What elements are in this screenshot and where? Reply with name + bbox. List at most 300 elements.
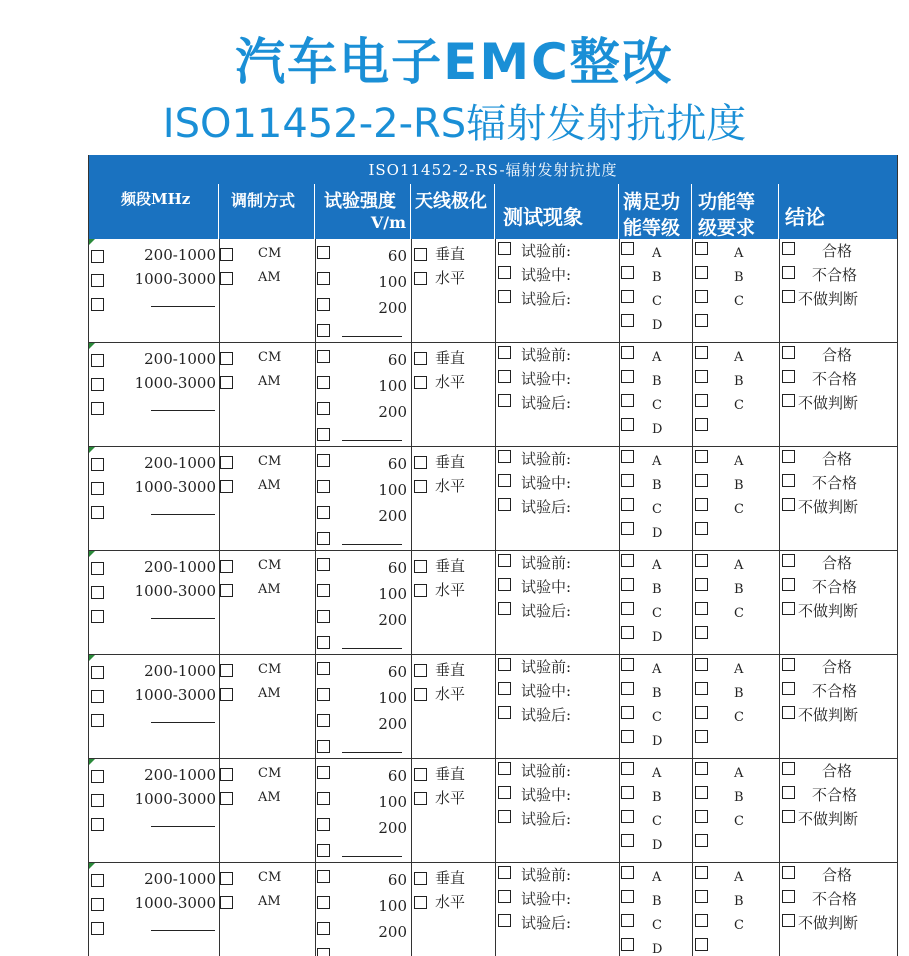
- band-custom-blank: [151, 306, 215, 307]
- grade-required-option: A: [734, 662, 744, 677]
- strength-checkbox[interactable]: [317, 922, 330, 935]
- phenomenon-checkbox[interactable]: [498, 554, 511, 567]
- phenomenon-label: 试验前:: [521, 866, 572, 884]
- strength-checkbox[interactable]: [317, 454, 330, 467]
- band-checkbox[interactable]: [91, 506, 104, 519]
- grade-met-checkbox[interactable]: [621, 498, 634, 511]
- modulation-option: AM: [258, 270, 281, 285]
- conclusion-checkbox[interactable]: [782, 786, 795, 799]
- strength-option: 100: [378, 481, 407, 499]
- grade-met-checkbox[interactable]: [621, 730, 634, 743]
- polarization-checkbox[interactable]: [414, 480, 427, 493]
- polarization-checkbox[interactable]: [414, 664, 427, 677]
- modulation-checkbox[interactable]: [220, 248, 233, 261]
- strength-custom-blank: [342, 336, 402, 337]
- phenomenon-checkbox[interactable]: [498, 394, 511, 407]
- grade-met-option: A: [652, 870, 662, 885]
- grade-required-option: B: [734, 374, 744, 389]
- polarization-checkbox[interactable]: [414, 584, 427, 597]
- polarization-option: 垂直: [435, 557, 466, 575]
- band-custom-blank: [151, 930, 215, 931]
- polarization-checkbox[interactable]: [414, 688, 427, 701]
- band-checkbox[interactable]: [91, 378, 104, 391]
- table-row: [89, 551, 897, 655]
- header-grade-met-line2: 能等级: [623, 217, 681, 239]
- conclusion-checkbox[interactable]: [782, 578, 795, 591]
- grade-met-checkbox[interactable]: [621, 474, 634, 487]
- phenomenon-checkbox[interactable]: [498, 290, 511, 303]
- grade-met-checkbox[interactable]: [621, 834, 634, 847]
- conclusion-option: 不做判断: [798, 706, 859, 724]
- band-checkbox[interactable]: [91, 298, 104, 311]
- phenomenon-checkbox[interactable]: [498, 242, 511, 255]
- conclusion-checkbox[interactable]: [782, 866, 795, 879]
- conclusion-checkbox[interactable]: [782, 242, 795, 255]
- grade-required-checkbox[interactable]: [695, 762, 708, 775]
- grade-met-checkbox[interactable]: [621, 602, 634, 615]
- phenomenon-label: 试验中:: [521, 682, 572, 700]
- strength-checkbox[interactable]: [317, 714, 330, 727]
- grade-met-checkbox[interactable]: [621, 938, 634, 951]
- header-band: [89, 184, 219, 239]
- grade-required-checkbox[interactable]: [695, 394, 708, 407]
- grade-required-option: B: [734, 270, 744, 285]
- strength-option: 60: [387, 351, 407, 369]
- strength-checkbox[interactable]: [317, 428, 330, 441]
- conclusion-checkbox[interactable]: [782, 914, 795, 927]
- band-checkbox[interactable]: [91, 458, 104, 471]
- conclusion-option: 不合格: [812, 266, 858, 284]
- grade-required-checkbox[interactable]: [695, 314, 708, 327]
- conclusion-checkbox[interactable]: [782, 498, 795, 511]
- conclusion-option: 合格: [822, 658, 853, 676]
- strength-custom-blank: [342, 648, 402, 649]
- strength-checkbox[interactable]: [317, 324, 330, 337]
- polarization-checkbox[interactable]: [414, 272, 427, 285]
- conclusion-option: 不合格: [812, 474, 858, 492]
- grade-required-checkbox[interactable]: [695, 626, 708, 639]
- grade-required-checkbox[interactable]: [695, 346, 708, 359]
- conclusion-checkbox[interactable]: [782, 346, 795, 359]
- phenomenon-label: 试验前:: [521, 762, 572, 780]
- grade-required-checkbox[interactable]: [695, 290, 708, 303]
- strength-checkbox[interactable]: [317, 948, 330, 956]
- grade-required-option: B: [734, 686, 744, 701]
- strength-checkbox[interactable]: [317, 272, 330, 285]
- grade-required-checkbox[interactable]: [695, 370, 708, 383]
- band-checkbox[interactable]: [91, 274, 104, 287]
- band-custom-blank: [151, 826, 215, 827]
- modulation-checkbox[interactable]: [220, 480, 233, 493]
- strength-checkbox[interactable]: [317, 246, 330, 259]
- modulation-checkbox[interactable]: [220, 376, 233, 389]
- band-checkbox[interactable]: [91, 818, 104, 831]
- conclusion-option: 不合格: [812, 370, 858, 388]
- grade-met-option: A: [652, 454, 662, 469]
- grade-required-option: A: [734, 558, 744, 573]
- polarization-option: 水平: [435, 581, 466, 599]
- grade-required-checkbox[interactable]: [695, 554, 708, 567]
- grade-required-checkbox[interactable]: [695, 474, 708, 487]
- grade-required-checkbox[interactable]: [695, 266, 708, 279]
- strength-checkbox[interactable]: [317, 584, 330, 597]
- strength-checkbox[interactable]: [317, 610, 330, 623]
- polarization-checkbox[interactable]: [414, 560, 427, 573]
- grade-met-checkbox[interactable]: [621, 810, 634, 823]
- cell-marker: [89, 551, 95, 557]
- strength-custom-blank: [342, 752, 402, 753]
- band-option: 1000-3000: [134, 270, 216, 288]
- modulation-checkbox[interactable]: [220, 688, 233, 701]
- band-checkbox[interactable]: [91, 482, 104, 495]
- phenomenon-checkbox[interactable]: [498, 346, 511, 359]
- conclusion-checkbox[interactable]: [782, 762, 795, 775]
- phenomenon-checkbox[interactable]: [498, 866, 511, 879]
- strength-option: 60: [387, 663, 407, 681]
- grade-required-checkbox[interactable]: [695, 418, 708, 431]
- band-checkbox[interactable]: [91, 354, 104, 367]
- grade-met-checkbox[interactable]: [621, 290, 634, 303]
- conclusion-option: 不做判断: [798, 810, 859, 828]
- conclusion-checkbox[interactable]: [782, 602, 795, 615]
- grade-required-checkbox[interactable]: [695, 810, 708, 823]
- strength-checkbox[interactable]: [317, 688, 330, 701]
- grade-met-checkbox[interactable]: [621, 786, 634, 799]
- grade-met-checkbox[interactable]: [621, 658, 634, 671]
- grade-required-option: C: [734, 710, 744, 725]
- polarization-checkbox[interactable]: [414, 896, 427, 909]
- strength-option: 200: [378, 923, 407, 941]
- polarization-checkbox[interactable]: [414, 352, 427, 365]
- conclusion-option: 合格: [822, 346, 853, 364]
- grade-met-checkbox[interactable]: [621, 578, 634, 591]
- modulation-option: AM: [258, 894, 281, 909]
- table-body: [89, 239, 897, 956]
- strength-checkbox[interactable]: [317, 350, 330, 363]
- grade-met-option: C: [652, 710, 662, 725]
- grade-met-checkbox[interactable]: [621, 346, 634, 359]
- strength-checkbox[interactable]: [317, 766, 330, 779]
- band-custom-blank: [151, 722, 215, 723]
- band-checkbox[interactable]: [91, 922, 104, 935]
- grade-required-checkbox[interactable]: [695, 938, 708, 951]
- modulation-checkbox[interactable]: [220, 896, 233, 909]
- polarization-checkbox[interactable]: [414, 792, 427, 805]
- phenomenon-label: 试验中:: [521, 786, 572, 804]
- header-grade-required-line2: 级要求: [698, 217, 756, 239]
- header-grade-required-line1: 功能等: [698, 191, 756, 213]
- grade-met-checkbox[interactable]: [621, 450, 634, 463]
- phenomenon-checkbox[interactable]: [498, 762, 511, 775]
- strength-checkbox[interactable]: [317, 376, 330, 389]
- grade-required-checkbox[interactable]: [695, 866, 708, 879]
- phenomenon-checkbox[interactable]: [498, 658, 511, 671]
- conclusion-checkbox[interactable]: [782, 554, 795, 567]
- grade-met-option: D: [652, 942, 663, 956]
- grade-required-checkbox[interactable]: [695, 706, 708, 719]
- grade-required-checkbox[interactable]: [695, 730, 708, 743]
- strength-checkbox[interactable]: [317, 532, 330, 545]
- band-checkbox[interactable]: [91, 898, 104, 911]
- conclusion-checkbox[interactable]: [782, 370, 795, 383]
- conclusion-checkbox[interactable]: [782, 682, 795, 695]
- modulation-checkbox[interactable]: [220, 872, 233, 885]
- grade-met-option: B: [652, 894, 662, 909]
- grade-required-option: C: [734, 294, 744, 309]
- polarization-option: 垂直: [435, 453, 466, 471]
- strength-checkbox[interactable]: [317, 844, 330, 857]
- strength-checkbox[interactable]: [317, 740, 330, 753]
- grade-met-checkbox[interactable]: [621, 890, 634, 903]
- band-checkbox[interactable]: [91, 402, 104, 415]
- grade-required-option: C: [734, 918, 744, 933]
- modulation-option: CM: [258, 870, 282, 885]
- grade-required-option: C: [734, 502, 744, 517]
- table-row: [89, 343, 897, 447]
- phenomenon-label: 试验前:: [521, 346, 572, 364]
- grade-required-checkbox[interactable]: [695, 682, 708, 695]
- modulation-option: CM: [258, 350, 282, 365]
- phenomenon-label: 试验前:: [521, 450, 572, 468]
- grade-met-checkbox[interactable]: [621, 418, 634, 431]
- polarization-option: 垂直: [435, 349, 466, 367]
- polarization-option: 水平: [435, 269, 466, 287]
- grade-met-option: D: [652, 526, 663, 541]
- header-band-label: 频段MHz: [121, 190, 191, 208]
- band-checkbox[interactable]: [91, 666, 104, 679]
- phenomenon-checkbox[interactable]: [498, 682, 511, 695]
- band-custom-blank: [151, 410, 215, 411]
- band-checkbox[interactable]: [91, 690, 104, 703]
- grade-met-checkbox[interactable]: [621, 394, 634, 407]
- strength-checkbox[interactable]: [317, 298, 330, 311]
- grade-required-checkbox[interactable]: [695, 890, 708, 903]
- strength-option: 100: [378, 377, 407, 395]
- table-row: [89, 447, 897, 551]
- phenomenon-checkbox[interactable]: [498, 810, 511, 823]
- grade-met-checkbox[interactable]: [621, 914, 634, 927]
- table-row: [89, 239, 897, 343]
- grade-met-option: C: [652, 606, 662, 621]
- strength-checkbox[interactable]: [317, 480, 330, 493]
- phenomenon-label: 试验前:: [521, 554, 572, 572]
- modulation-checkbox[interactable]: [220, 352, 233, 365]
- phenomenon-checkbox[interactable]: [498, 498, 511, 511]
- phenomenon-checkbox[interactable]: [498, 578, 511, 591]
- modulation-checkbox[interactable]: [220, 792, 233, 805]
- band-option: 1000-3000: [134, 790, 216, 808]
- polarization-option: 垂直: [435, 661, 466, 679]
- grade-met-checkbox[interactable]: [621, 706, 634, 719]
- polarization-checkbox[interactable]: [414, 768, 427, 781]
- conclusion-checkbox[interactable]: [782, 290, 795, 303]
- polarization-checkbox[interactable]: [414, 376, 427, 389]
- conclusion-checkbox[interactable]: [782, 450, 795, 463]
- phenomenon-checkbox[interactable]: [498, 914, 511, 927]
- strength-option: 60: [387, 871, 407, 889]
- phenomenon-label: 试验前:: [521, 242, 572, 260]
- strength-option: 200: [378, 299, 407, 317]
- modulation-option: AM: [258, 686, 281, 701]
- phenomenon-checkbox[interactable]: [498, 706, 511, 719]
- grade-required-option: A: [734, 454, 744, 469]
- grade-required-option: B: [734, 894, 744, 909]
- band-checkbox[interactable]: [91, 562, 104, 575]
- strength-option: 200: [378, 507, 407, 525]
- strength-option: 100: [378, 689, 407, 707]
- conclusion-option: 不做判断: [798, 290, 859, 308]
- header-strength-unit: V/m: [370, 213, 406, 232]
- grade-required-checkbox[interactable]: [695, 786, 708, 799]
- phenomenon-label: 试验后:: [521, 394, 572, 412]
- grade-met-option: D: [652, 838, 663, 853]
- band-checkbox[interactable]: [91, 586, 104, 599]
- grade-required-checkbox[interactable]: [695, 450, 708, 463]
- phenomenon-checkbox[interactable]: [498, 266, 511, 279]
- conclusion-checkbox[interactable]: [782, 890, 795, 903]
- grade-required-checkbox[interactable]: [695, 578, 708, 591]
- strength-checkbox[interactable]: [317, 870, 330, 883]
- strength-checkbox[interactable]: [317, 896, 330, 909]
- grade-met-checkbox[interactable]: [621, 522, 634, 535]
- band-option: 200-1000: [144, 766, 216, 784]
- modulation-checkbox[interactable]: [220, 456, 233, 469]
- strength-option: 60: [387, 767, 407, 785]
- band-option: 200-1000: [144, 558, 216, 576]
- page-title: 汽车电子EMC整改: [235, 33, 674, 91]
- polarization-checkbox[interactable]: [414, 872, 427, 885]
- conclusion-checkbox[interactable]: [782, 810, 795, 823]
- band-option: 1000-3000: [134, 478, 216, 496]
- modulation-checkbox[interactable]: [220, 768, 233, 781]
- band-checkbox[interactable]: [91, 770, 104, 783]
- strength-checkbox[interactable]: [317, 662, 330, 675]
- modulation-option: AM: [258, 582, 281, 597]
- grade-met-checkbox[interactable]: [621, 626, 634, 639]
- grade-required-option: C: [734, 814, 744, 829]
- conclusion-option: 不做判断: [798, 602, 859, 620]
- conclusion-option: 不合格: [812, 578, 858, 596]
- grade-met-option: C: [652, 398, 662, 413]
- band-option: 1000-3000: [134, 894, 216, 912]
- phenomenon-label: 试验后:: [521, 706, 572, 724]
- conclusion-option: 不合格: [812, 682, 858, 700]
- grade-required-option: C: [734, 398, 744, 413]
- conclusion-checkbox[interactable]: [782, 394, 795, 407]
- polarization-checkbox[interactable]: [414, 248, 427, 261]
- grade-required-option: A: [734, 870, 744, 885]
- phenomenon-checkbox[interactable]: [498, 370, 511, 383]
- conclusion-option: 不做判断: [798, 914, 859, 932]
- strength-checkbox[interactable]: [317, 558, 330, 571]
- conclusion-checkbox[interactable]: [782, 706, 795, 719]
- grade-required-option: A: [734, 766, 744, 781]
- grade-required-checkbox[interactable]: [695, 242, 708, 255]
- strength-option: 60: [387, 559, 407, 577]
- modulation-checkbox[interactable]: [220, 560, 233, 573]
- cell-marker: [89, 863, 95, 869]
- modulation-option: CM: [258, 454, 282, 469]
- grade-met-checkbox[interactable]: [621, 762, 634, 775]
- strength-checkbox[interactable]: [317, 792, 330, 805]
- table-banner: ISO11452-2-RS-辐射发射抗扰度: [89, 155, 897, 184]
- band-custom-blank: [151, 514, 215, 515]
- cell-marker: [89, 239, 95, 245]
- band-checkbox[interactable]: [91, 874, 104, 887]
- band-option: 200-1000: [144, 350, 216, 368]
- conclusion-option: 不做判断: [798, 498, 859, 516]
- modulation-checkbox[interactable]: [220, 664, 233, 677]
- test-form-table: [88, 155, 898, 956]
- grade-met-option: B: [652, 270, 662, 285]
- grade-met-checkbox[interactable]: [621, 370, 634, 383]
- band-checkbox[interactable]: [91, 714, 104, 727]
- grade-met-checkbox[interactable]: [621, 554, 634, 567]
- grade-met-option: A: [652, 766, 662, 781]
- grade-met-checkbox[interactable]: [621, 314, 634, 327]
- polarization-checkbox[interactable]: [414, 456, 427, 469]
- header-modulation-label: 调制方式: [231, 191, 296, 210]
- conclusion-checkbox[interactable]: [782, 266, 795, 279]
- phenomenon-checkbox[interactable]: [498, 786, 511, 799]
- band-checkbox[interactable]: [91, 250, 104, 263]
- grade-required-checkbox[interactable]: [695, 834, 708, 847]
- phenomenon-label: 试验中:: [521, 266, 572, 284]
- grade-met-option: A: [652, 350, 662, 365]
- grade-met-checkbox[interactable]: [621, 866, 634, 879]
- strength-option: 100: [378, 897, 407, 915]
- grade-required-checkbox[interactable]: [695, 914, 708, 927]
- polarization-option: 水平: [435, 789, 466, 807]
- strength-option: 100: [378, 585, 407, 603]
- header-grade-met-line1: 满足功: [623, 191, 681, 213]
- strength-checkbox[interactable]: [317, 506, 330, 519]
- modulation-checkbox[interactable]: [220, 584, 233, 597]
- grade-met-option: C: [652, 814, 662, 829]
- phenomenon-checkbox[interactable]: [498, 602, 511, 615]
- grade-required-checkbox[interactable]: [695, 522, 708, 535]
- strength-checkbox[interactable]: [317, 818, 330, 831]
- grade-required-checkbox[interactable]: [695, 498, 708, 511]
- phenomenon-checkbox[interactable]: [498, 474, 511, 487]
- conclusion-checkbox[interactable]: [782, 474, 795, 487]
- grade-met-checkbox[interactable]: [621, 242, 634, 255]
- grade-required-option: A: [734, 246, 744, 261]
- phenomenon-checkbox[interactable]: [498, 890, 511, 903]
- header-grade-required: [692, 184, 779, 239]
- conclusion-option: 不合格: [812, 786, 858, 804]
- phenomenon-label: 试验后:: [521, 290, 572, 308]
- grade-met-option: D: [652, 318, 663, 333]
- grade-met-option: C: [652, 502, 662, 517]
- band-checkbox[interactable]: [91, 794, 104, 807]
- modulation-checkbox[interactable]: [220, 272, 233, 285]
- polarization-option: 水平: [435, 685, 466, 703]
- band-checkbox[interactable]: [91, 610, 104, 623]
- phenomenon-label: 试验后:: [521, 498, 572, 516]
- grade-met-checkbox[interactable]: [621, 682, 634, 695]
- strength-checkbox[interactable]: [317, 636, 330, 649]
- grade-met-option: C: [652, 918, 662, 933]
- grade-met-option: B: [652, 790, 662, 805]
- grade-required-checkbox[interactable]: [695, 658, 708, 671]
- strength-checkbox[interactable]: [317, 402, 330, 415]
- grade-required-checkbox[interactable]: [695, 602, 708, 615]
- conclusion-option: 合格: [822, 866, 853, 884]
- grade-met-checkbox[interactable]: [621, 266, 634, 279]
- conclusion-checkbox[interactable]: [782, 658, 795, 671]
- phenomenon-checkbox[interactable]: [498, 450, 511, 463]
